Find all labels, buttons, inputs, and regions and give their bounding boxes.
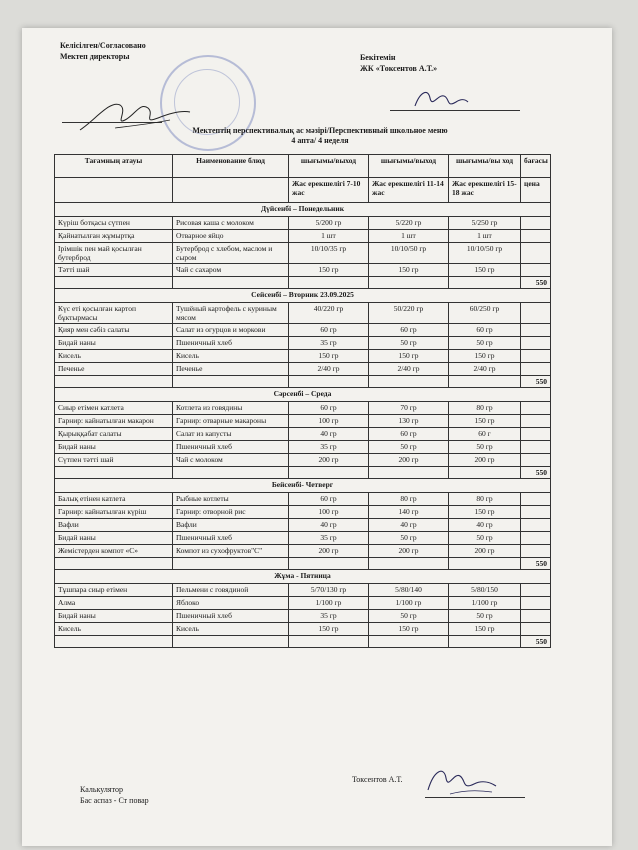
yield-11-14: 50 гр <box>369 337 449 350</box>
dish-name-kz: Гарнир: кайнатылған күріш <box>55 506 173 519</box>
yield-15-18: 150 гр <box>449 264 521 277</box>
menu-item-row <box>55 303 551 324</box>
yield-15-18: 50 гр <box>449 441 521 454</box>
age-11-14: Жас ерекшелігі 11-14 жас <box>369 178 449 203</box>
price-cell <box>521 415 551 428</box>
menu-item-row <box>55 363 551 376</box>
yield-11-14: 150 гр <box>369 623 449 636</box>
dish-name-ru: Печенье <box>173 363 289 376</box>
dish-name-kz: Балық етінен катлета <box>55 493 173 506</box>
yield-15-18: 2/40 гр <box>449 363 521 376</box>
yield-11-14: 1/100 гр <box>369 597 449 610</box>
yield-15-18: 60/250 гр <box>449 303 521 324</box>
total-empty-cell <box>449 467 521 479</box>
yield-15-18: 10/10/50 гр <box>449 243 521 264</box>
dish-name-kz: Қияр мен сәбіз салаты <box>55 324 173 337</box>
dish-name-ru: Кисель <box>173 623 289 636</box>
yield-11-14: 50 гр <box>369 610 449 623</box>
total-empty-cell <box>369 636 449 648</box>
dish-name-ru: Яблоко <box>173 597 289 610</box>
dish-name-ru: Бутерброд с хлебом, маслом и сыром <box>173 243 289 264</box>
header-dish-kz: Тағамның атауы <box>55 155 173 178</box>
total-empty-cell <box>55 376 173 388</box>
yield-7-10: 35 гр <box>289 610 369 623</box>
dish-name-ru: Рисовая каша с молоком <box>173 217 289 230</box>
price-cell <box>521 506 551 519</box>
price-cell <box>521 454 551 467</box>
yield-15-18: 150 гр <box>449 506 521 519</box>
day-row <box>55 388 551 402</box>
menu-item-row <box>55 243 551 264</box>
yield-15-18: 150 гр <box>449 623 521 636</box>
yield-7-10: 40 гр <box>289 519 369 532</box>
yield-7-10: 35 гр <box>289 337 369 350</box>
dish-name-kz: Алма <box>55 597 173 610</box>
dish-name-kz: Қырыққабат салаты <box>55 428 173 441</box>
day-title: Сәрсенбі – Среда <box>55 388 551 402</box>
age-7-10: Жас ерекшелігі 7-10 жас <box>289 178 369 203</box>
total-empty-cell <box>369 277 449 289</box>
title-line-2: 4 апта/ 4 неделя <box>291 136 349 145</box>
age-header-row <box>55 178 551 203</box>
yield-15-18: 60 гр <box>449 324 521 337</box>
menu-item-row <box>55 402 551 415</box>
price-cell <box>521 264 551 277</box>
menu-item-row <box>55 264 551 277</box>
menu-item-row <box>55 415 551 428</box>
day-total-row <box>55 636 551 648</box>
yield-7-10: 150 гр <box>289 623 369 636</box>
yield-11-14: 50 гр <box>369 532 449 545</box>
yield-15-18: 80 гр <box>449 493 521 506</box>
day-total-row <box>55 558 551 570</box>
total-empty-cell <box>173 636 289 648</box>
day-title: Жұма - Пятница <box>55 570 551 584</box>
header-yield-3: шығымы/вы ход <box>449 155 521 178</box>
dish-name-ru: Салат из капусты <box>173 428 289 441</box>
yield-7-10: 60 гр <box>289 402 369 415</box>
total-empty-cell <box>55 558 173 570</box>
dish-name-ru: Рыбные котлеты <box>173 493 289 506</box>
total-empty-cell <box>289 277 369 289</box>
price-cell <box>521 441 551 454</box>
dish-name-kz: Қайнатылған жұмыртқа <box>55 230 173 243</box>
price-cell <box>521 584 551 597</box>
price-cell <box>521 493 551 506</box>
yield-11-14: 70 гр <box>369 402 449 415</box>
price-cell <box>521 243 551 264</box>
menu-item-row <box>55 493 551 506</box>
yield-7-10: 200 гр <box>289 545 369 558</box>
day-title: Бейсенбі- Четверг <box>55 479 551 493</box>
dish-name-ru: Кисель <box>173 350 289 363</box>
total-empty-cell <box>55 636 173 648</box>
yield-15-18: 200 гр <box>449 454 521 467</box>
day-row <box>55 479 551 493</box>
approver-signature <box>410 84 470 114</box>
yield-15-18: 1 шт <box>449 230 521 243</box>
yield-15-18: 150 гр <box>449 415 521 428</box>
menu-item-row <box>55 519 551 532</box>
yield-11-14: 150 гр <box>369 350 449 363</box>
menu-item-row <box>55 545 551 558</box>
menu-item-row <box>55 230 551 243</box>
yield-7-10: 60 гр <box>289 324 369 337</box>
day-price: 550 <box>521 558 551 570</box>
dish-name-ru: Пшеничный хлеб <box>173 441 289 454</box>
total-empty-cell <box>369 376 449 388</box>
menu-item-row <box>55 428 551 441</box>
yield-15-18: 1/100 гр <box>449 597 521 610</box>
price-cell <box>521 402 551 415</box>
total-empty-cell <box>449 376 521 388</box>
yield-7-10: 2/40 гр <box>289 363 369 376</box>
footer-right-name: Токсентов А.Т. <box>352 775 403 784</box>
total-empty-cell <box>289 558 369 570</box>
dish-name-kz: Жемістерден компот «С» <box>55 545 173 558</box>
dish-name-ru: Гарнир: отворной рис <box>173 506 289 519</box>
dish-name-ru: Гарнир: отварные макароны <box>173 415 289 428</box>
day-price: 550 <box>521 376 551 388</box>
dish-name-ru: Чай с молоком <box>173 454 289 467</box>
document-title <box>80 126 560 146</box>
price-cell <box>521 350 551 363</box>
yield-15-18: 150 гр <box>449 350 521 363</box>
dish-name-ru: Пельмени с говядиной <box>173 584 289 597</box>
dish-name-kz: Бидай наны <box>55 610 173 623</box>
price-cell <box>521 545 551 558</box>
yield-11-14: 40 гр <box>369 519 449 532</box>
total-empty-cell <box>449 558 521 570</box>
price-cell <box>521 303 551 324</box>
yield-15-18: 200 гр <box>449 545 521 558</box>
yield-11-14: 2/40 гр <box>369 363 449 376</box>
menu-item-row <box>55 532 551 545</box>
dish-name-kz: Вафли <box>55 519 173 532</box>
price-cell <box>521 363 551 376</box>
yield-7-10: 5/200 гр <box>289 217 369 230</box>
total-empty-cell <box>289 467 369 479</box>
dish-name-kz: Бидай наны <box>55 532 173 545</box>
company-label: ЖК «Токсентов А.Т.» <box>360 64 438 73</box>
agreed-label: Келісілген/Согласовано <box>60 41 146 50</box>
yield-15-18: 40 гр <box>449 519 521 532</box>
yield-15-18: 5/80/150 <box>449 584 521 597</box>
age-empty-2 <box>173 178 289 203</box>
age-empty-1 <box>55 178 173 203</box>
yield-15-18: 50 гр <box>449 532 521 545</box>
approval-right-block <box>360 52 437 74</box>
total-empty-cell <box>449 636 521 648</box>
yield-11-14: 130 гр <box>369 415 449 428</box>
dish-name-kz: Күріш ботқасы сүтпен <box>55 217 173 230</box>
header-yield-2: шығымы/выход <box>369 155 449 178</box>
menu-item-row <box>55 610 551 623</box>
dish-name-kz: Тұшпара сиыр етімен <box>55 584 173 597</box>
yield-11-14: 50/220 гр <box>369 303 449 324</box>
price-cell <box>521 610 551 623</box>
yield-7-10: 35 гр <box>289 441 369 454</box>
dish-name-ru: Чай с сахаром <box>173 264 289 277</box>
total-empty-cell <box>55 277 173 289</box>
yield-11-14: 200 гр <box>369 545 449 558</box>
yield-15-18: 60 г <box>449 428 521 441</box>
yield-7-10: 60 гр <box>289 493 369 506</box>
age-15-18: Жас ерекшелігі 15-18 жас <box>449 178 521 203</box>
total-empty-cell <box>369 467 449 479</box>
day-total-row <box>55 467 551 479</box>
chef-label: Бас аспаз - Ст повар <box>80 796 149 805</box>
day-row <box>55 203 551 217</box>
day-title: Сейсенбі – Вторник 23.09.2025 <box>55 289 551 303</box>
dish-name-kz: Күс еті қосылған картоп бұктырмасы <box>55 303 173 324</box>
yield-7-10: 5/70/130 гр <box>289 584 369 597</box>
table-header-row <box>55 155 551 178</box>
header-price: бағасы <box>521 155 551 178</box>
menu-item-row <box>55 217 551 230</box>
dish-name-ru: Вафли <box>173 519 289 532</box>
menu-table <box>54 154 551 648</box>
dish-name-kz: Сиыр етімен катлета <box>55 402 173 415</box>
price-cell <box>521 623 551 636</box>
dish-name-ru: Пшеничный хлеб <box>173 532 289 545</box>
yield-11-14: 80 гр <box>369 493 449 506</box>
director-label: Мектеп директоры <box>60 52 130 61</box>
total-empty-cell <box>449 277 521 289</box>
price-cell <box>521 217 551 230</box>
price-cell <box>521 532 551 545</box>
yield-15-18: 50 гр <box>449 337 521 350</box>
total-empty-cell <box>173 376 289 388</box>
yield-7-10: 40 гр <box>289 428 369 441</box>
menu-item-row <box>55 506 551 519</box>
dish-name-ru: Тушёный картофель с куриным мясом <box>173 303 289 324</box>
total-empty-cell <box>369 558 449 570</box>
price-cell <box>521 337 551 350</box>
menu-item-row <box>55 337 551 350</box>
yield-7-10: 150 гр <box>289 350 369 363</box>
menu-item-row <box>55 350 551 363</box>
yield-11-14: 60 гр <box>369 428 449 441</box>
price-cell <box>521 324 551 337</box>
yield-15-18: 5/250 гр <box>449 217 521 230</box>
yield-7-10: 10/10/35 гр <box>289 243 369 264</box>
dish-name-kz: Гарнир: кайнатылған макарон <box>55 415 173 428</box>
header-yield-1: шығымы/выход <box>289 155 369 178</box>
yield-11-14: 5/220 гр <box>369 217 449 230</box>
total-empty-cell <box>289 636 369 648</box>
total-empty-cell <box>55 467 173 479</box>
yield-15-18: 80 гр <box>449 402 521 415</box>
yield-7-10: 1/100 гр <box>289 597 369 610</box>
yield-11-14: 10/10/50 гр <box>369 243 449 264</box>
approve-label: Бекітемін <box>360 53 396 62</box>
menu-item-row <box>55 324 551 337</box>
dish-name-ru: Пшеничный хлеб <box>173 337 289 350</box>
day-title: Дүйсенбі – Понедельник <box>55 203 551 217</box>
menu-item-row <box>55 584 551 597</box>
yield-11-14: 50 гр <box>369 441 449 454</box>
price-cell <box>521 428 551 441</box>
dish-name-ru: Салат из огурцов и моркови <box>173 324 289 337</box>
dish-name-kz: Бидай наны <box>55 441 173 454</box>
dish-name-ru: Компот из сухофруктов"С" <box>173 545 289 558</box>
calculator-label: Калькулятор <box>80 785 123 794</box>
yield-7-10: 200 гр <box>289 454 369 467</box>
price-cell <box>521 597 551 610</box>
yield-7-10: 100 гр <box>289 506 369 519</box>
day-price: 550 <box>521 636 551 648</box>
title-line-1: Мектептің перспективалық ас мәзірі/Перспективный школьное меню <box>192 126 448 135</box>
yield-11-14: 5/80/140 <box>369 584 449 597</box>
yield-11-14: 1 шт <box>369 230 449 243</box>
dish-name-ru: Котлета из говядины <box>173 402 289 415</box>
day-total-row <box>55 376 551 388</box>
price-label: цена <box>521 178 551 203</box>
menu-item-row <box>55 441 551 454</box>
price-cell <box>521 519 551 532</box>
dish-name-kz: Сүтпен тәтті шай <box>55 454 173 467</box>
day-row <box>55 289 551 303</box>
dish-name-ru: Отварное яйцо <box>173 230 289 243</box>
total-empty-cell <box>173 277 289 289</box>
yield-7-10: 40/220 гр <box>289 303 369 324</box>
yield-7-10: 150 гр <box>289 264 369 277</box>
yield-11-14: 200 гр <box>369 454 449 467</box>
dish-name-kz: Бидай наны <box>55 337 173 350</box>
day-price: 550 <box>521 277 551 289</box>
total-empty-cell <box>173 558 289 570</box>
menu-item-row <box>55 623 551 636</box>
approval-left-block <box>60 40 146 62</box>
day-row <box>55 570 551 584</box>
total-empty-cell <box>173 467 289 479</box>
yield-7-10: 35 гр <box>289 532 369 545</box>
price-cell <box>521 230 551 243</box>
header-dish-ru: Наименование блюд <box>173 155 289 178</box>
yield-11-14: 60 гр <box>369 324 449 337</box>
chef-signature <box>420 760 500 800</box>
dish-name-kz: Тәтті шай <box>55 264 173 277</box>
dish-name-kz: Печенье <box>55 363 173 376</box>
day-price: 550 <box>521 467 551 479</box>
dish-name-kz: Кисель <box>55 623 173 636</box>
footer-left <box>80 784 149 806</box>
yield-7-10: 1 шт <box>289 230 369 243</box>
dish-name-kz: Ірімшік пен май қосылған бутерброд <box>55 243 173 264</box>
yield-11-14: 140 гр <box>369 506 449 519</box>
dish-name-kz: Кисель <box>55 350 173 363</box>
yield-15-18: 50 гр <box>449 610 521 623</box>
menu-item-row <box>55 597 551 610</box>
total-empty-cell <box>289 376 369 388</box>
menu-item-row <box>55 454 551 467</box>
day-total-row <box>55 277 551 289</box>
yield-7-10: 100 гр <box>289 415 369 428</box>
yield-11-14: 150 гр <box>369 264 449 277</box>
dish-name-ru: Пшеничный хлеб <box>173 610 289 623</box>
